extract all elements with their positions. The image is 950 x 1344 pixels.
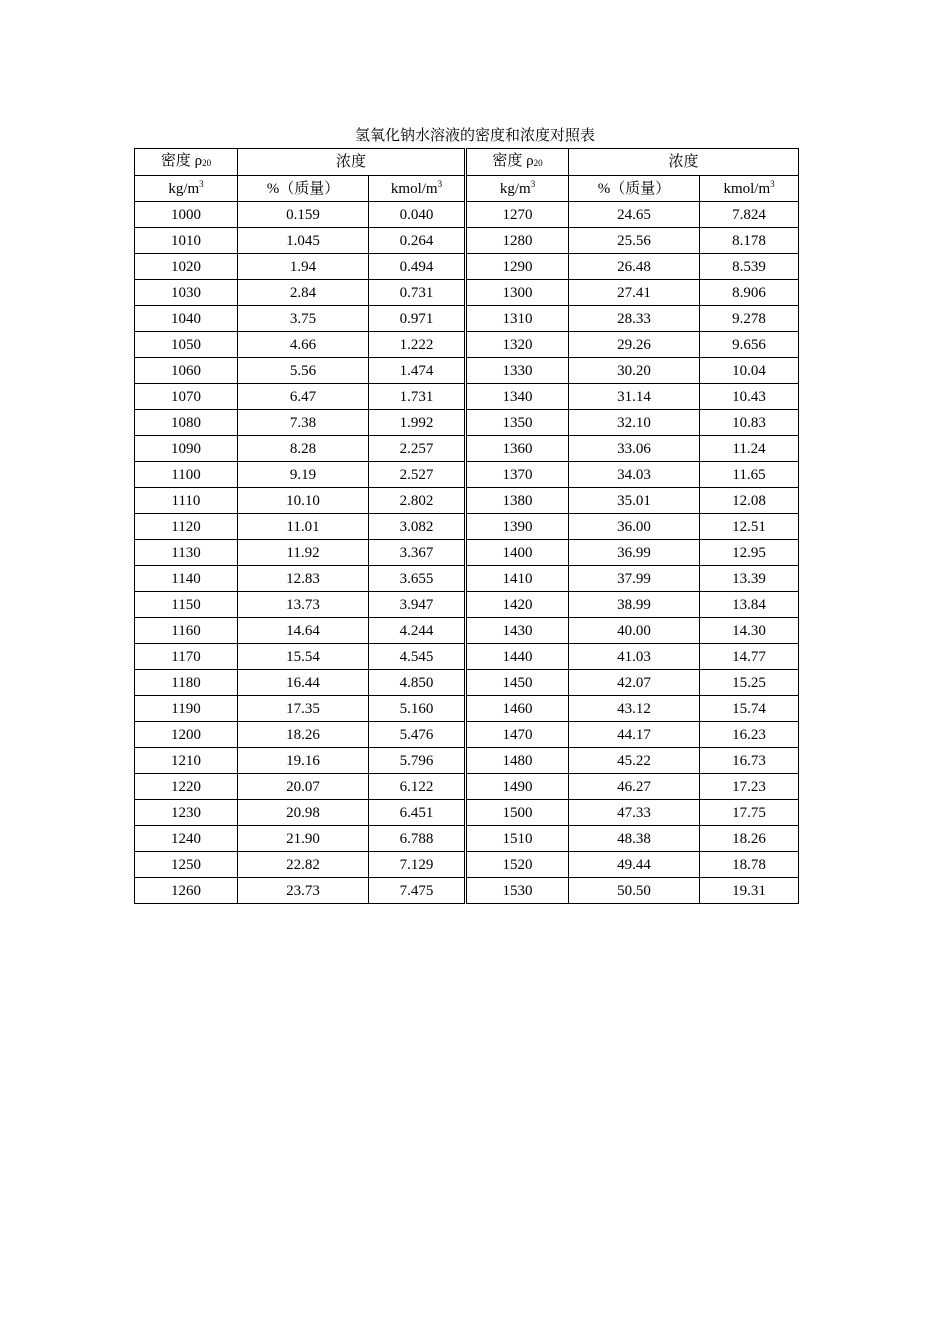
kmol-left-cell: 5.796	[369, 748, 466, 774]
percent-right-cell: 25.56	[569, 228, 700, 254]
percent-left-cell: 11.01	[238, 514, 369, 540]
density-left-cell: 1010	[135, 228, 238, 254]
density-right-cell: 1410	[466, 566, 569, 592]
kmol-right-cell: 7.824	[700, 202, 799, 228]
table-row	[135, 566, 799, 592]
kmol-left-cell: 0.494	[369, 254, 466, 280]
kmol-left-cell: 1.474	[369, 358, 466, 384]
percent-left-cell: 20.98	[238, 800, 369, 826]
table-row	[135, 280, 799, 306]
percent-left-cell: 5.56	[238, 358, 369, 384]
density-left-cell: 1190	[135, 696, 238, 722]
percent-right-cell: 50.50	[569, 878, 700, 904]
table-row	[135, 254, 799, 280]
kmol-left-cell: 2.802	[369, 488, 466, 514]
percent-left-cell: 0.159	[238, 202, 369, 228]
percent-right-cell: 46.27	[569, 774, 700, 800]
percent-left-cell: 10.10	[238, 488, 369, 514]
density-unit-right: $kg/m^3$	[466, 176, 569, 202]
density-right-cell: 1280	[466, 228, 569, 254]
table-row	[135, 670, 799, 696]
kmol-right-cell: 9.656	[700, 332, 799, 358]
table-row	[135, 878, 799, 904]
density-left-cell: 1250	[135, 852, 238, 878]
percent-left-cell: 4.66	[238, 332, 369, 358]
density-left-cell: 1100	[135, 462, 238, 488]
percent-left-cell: 7.38	[238, 410, 369, 436]
kmol-right-cell: 11.65	[700, 462, 799, 488]
density-right-cell: 1420	[466, 592, 569, 618]
table-row	[135, 592, 799, 618]
percent-left-cell: 17.35	[238, 696, 369, 722]
kmol-left-cell: 6.788	[369, 826, 466, 852]
kmol-right-cell: 11.24	[700, 436, 799, 462]
density-right-cell: 1390	[466, 514, 569, 540]
density-concentration-table	[134, 148, 799, 904]
density-right-cell: 1370	[466, 462, 569, 488]
percent-right-cell: 34.03	[569, 462, 700, 488]
kmol-header-right: kmol/$m^3$	[700, 176, 799, 202]
percent-right-cell: 47.33	[569, 800, 700, 826]
density-right-cell: 1490	[466, 774, 569, 800]
table-row	[135, 358, 799, 384]
density-right-cell: 1440	[466, 644, 569, 670]
kmol-left-cell: 6.451	[369, 800, 466, 826]
density-left-cell: 1160	[135, 618, 238, 644]
density-right-cell: 1360	[466, 436, 569, 462]
kmol-left-cell: 4.850	[369, 670, 466, 696]
table-row	[135, 306, 799, 332]
kmol-right-cell: 13.39	[700, 566, 799, 592]
density-right-cell: 1300	[466, 280, 569, 306]
percent-right-cell: 44.17	[569, 722, 700, 748]
percent-right-cell: 48.38	[569, 826, 700, 852]
table-row	[135, 722, 799, 748]
kmol-left-cell: 3.947	[369, 592, 466, 618]
kmol-left-cell: 0.264	[369, 228, 466, 254]
table-row	[135, 488, 799, 514]
density-left-cell: 1170	[135, 644, 238, 670]
percent-right-cell: 30.20	[569, 358, 700, 384]
density-right-cell: 1460	[466, 696, 569, 722]
kmol-left-cell: 1.731	[369, 384, 466, 410]
percent-left-cell: 23.73	[238, 878, 369, 904]
kmol-left-cell: 7.129	[369, 852, 466, 878]
percent-left-cell: 12.83	[238, 566, 369, 592]
density-right-cell: 1450	[466, 670, 569, 696]
kmol-right-cell: 16.23	[700, 722, 799, 748]
table-row	[135, 384, 799, 410]
percent-right-cell: 31.14	[569, 384, 700, 410]
density-left-cell: 1210	[135, 748, 238, 774]
percent-left-cell: 16.44	[238, 670, 369, 696]
density-left-cell: 1060	[135, 358, 238, 384]
percent-left-cell: 1.045	[238, 228, 369, 254]
kmol-right-cell: 12.08	[700, 488, 799, 514]
table-row	[135, 462, 799, 488]
table-row	[135, 852, 799, 878]
density-right-cell: 1340	[466, 384, 569, 410]
kmol-left-cell: 5.160	[369, 696, 466, 722]
density-right-cell: 1330	[466, 358, 569, 384]
table-row	[135, 514, 799, 540]
density-left-cell: 1050	[135, 332, 238, 358]
density-left-cell: 1110	[135, 488, 238, 514]
kmol-left-cell: 0.731	[369, 280, 466, 306]
concentration-header-left: 浓度	[238, 149, 466, 176]
table-title: 氢氧化钠水溶液的密度和浓度对照表	[354, 128, 595, 144]
kmol-left-cell: 1.222	[369, 332, 466, 358]
percent-left-cell: 19.16	[238, 748, 369, 774]
density-left-cell: 1040	[135, 306, 238, 332]
density-left-cell: 1080	[135, 410, 238, 436]
density-unit-left: $kg/m^3$	[135, 176, 238, 202]
density-left-cell: 1030	[135, 280, 238, 306]
table-row	[135, 696, 799, 722]
density-left-cell: 1000	[135, 202, 238, 228]
density-left-cell: 1130	[135, 540, 238, 566]
percent-header-right: %（质量）	[569, 176, 700, 202]
kmol-left-cell: 7.475	[369, 878, 466, 904]
density-right-cell: 1290	[466, 254, 569, 280]
density-left-cell: 1180	[135, 670, 238, 696]
kmol-right-cell: 17.23	[700, 774, 799, 800]
kmol-right-cell: 8.906	[700, 280, 799, 306]
density-right-cell: 1470	[466, 722, 569, 748]
density-left-cell: 1240	[135, 826, 238, 852]
percent-right-cell: 36.99	[569, 540, 700, 566]
kmol-right-cell: 8.539	[700, 254, 799, 280]
percent-right-cell: 27.41	[569, 280, 700, 306]
density-left-cell: 1220	[135, 774, 238, 800]
kmol-left-cell: 2.257	[369, 436, 466, 462]
density-header-left: 密度 $\rho_{20}$	[135, 149, 238, 176]
density-left-cell: 1150	[135, 592, 238, 618]
table-row	[135, 410, 799, 436]
density-right-cell: 1310	[466, 306, 569, 332]
density-left-cell: 1230	[135, 800, 238, 826]
percent-right-cell: 28.33	[569, 306, 700, 332]
percent-left-cell: 3.75	[238, 306, 369, 332]
kmol-right-cell: 16.73	[700, 748, 799, 774]
kmol-right-cell: 14.30	[700, 618, 799, 644]
percent-right-cell: 40.00	[569, 618, 700, 644]
percent-right-cell: 24.65	[569, 202, 700, 228]
table-body	[135, 202, 799, 904]
density-right-cell: 1380	[466, 488, 569, 514]
density-right-cell: 1350	[466, 410, 569, 436]
density-right-cell: 1520	[466, 852, 569, 878]
density-left-cell: 1020	[135, 254, 238, 280]
table-row	[135, 774, 799, 800]
kmol-right-cell: 10.04	[700, 358, 799, 384]
table-row	[135, 800, 799, 826]
kmol-left-cell: 6.122	[369, 774, 466, 800]
kmol-right-cell: 13.84	[700, 592, 799, 618]
table-row	[135, 826, 799, 852]
percent-header-left: %（质量）	[238, 176, 369, 202]
kmol-left-cell: 4.545	[369, 644, 466, 670]
table-row	[135, 540, 799, 566]
percent-left-cell: 15.54	[238, 644, 369, 670]
kmol-right-cell: 10.43	[700, 384, 799, 410]
density-left-cell: 1200	[135, 722, 238, 748]
kmol-left-cell: 0.040	[369, 202, 466, 228]
kmol-left-cell: 0.971	[369, 306, 466, 332]
kmol-left-cell: 4.244	[369, 618, 466, 644]
kmol-left-cell: 2.527	[369, 462, 466, 488]
percent-right-cell: 33.06	[569, 436, 700, 462]
density-right-cell: 1320	[466, 332, 569, 358]
percent-left-cell: 13.73	[238, 592, 369, 618]
kmol-left-cell: 1.992	[369, 410, 466, 436]
percent-right-cell: 42.07	[569, 670, 700, 696]
kmol-left-cell: 5.476	[369, 722, 466, 748]
percent-right-cell: 43.12	[569, 696, 700, 722]
density-left-cell: 1260	[135, 878, 238, 904]
percent-right-cell: 37.99	[569, 566, 700, 592]
percent-right-cell: 41.03	[569, 644, 700, 670]
density-right-cell: 1270	[466, 202, 569, 228]
percent-left-cell: 8.28	[238, 436, 369, 462]
percent-right-cell: 26.48	[569, 254, 700, 280]
table-row	[135, 332, 799, 358]
kmol-right-cell: 12.95	[700, 540, 799, 566]
kmol-left-cell: 3.655	[369, 566, 466, 592]
density-left-cell: 1140	[135, 566, 238, 592]
header-row-1	[135, 149, 799, 176]
percent-left-cell: 18.26	[238, 722, 369, 748]
table-row	[135, 202, 799, 228]
table-row	[135, 618, 799, 644]
table-row	[135, 228, 799, 254]
percent-left-cell: 14.64	[238, 618, 369, 644]
kmol-right-cell: 18.26	[700, 826, 799, 852]
kmol-right-cell: 14.77	[700, 644, 799, 670]
density-left-cell: 1070	[135, 384, 238, 410]
density-right-cell: 1500	[466, 800, 569, 826]
percent-right-cell: 38.99	[569, 592, 700, 618]
kmol-right-cell: 19.31	[700, 878, 799, 904]
density-right-cell: 1430	[466, 618, 569, 644]
percent-left-cell: 11.92	[238, 540, 369, 566]
kmol-right-cell: 10.83	[700, 410, 799, 436]
kmol-right-cell: 15.74	[700, 696, 799, 722]
table-row	[135, 436, 799, 462]
percent-left-cell: 20.07	[238, 774, 369, 800]
percent-right-cell: 35.01	[569, 488, 700, 514]
density-right-cell: 1510	[466, 826, 569, 852]
kmol-right-cell: 9.278	[700, 306, 799, 332]
percent-right-cell: 45.22	[569, 748, 700, 774]
density-right-cell: 1530	[466, 878, 569, 904]
density-right-cell: 1480	[466, 748, 569, 774]
density-right-cell: 1400	[466, 540, 569, 566]
kmol-left-cell: 3.082	[369, 514, 466, 540]
percent-right-cell: 32.10	[569, 410, 700, 436]
kmol-right-cell: 15.25	[700, 670, 799, 696]
density-left-cell: 1120	[135, 514, 238, 540]
kmol-right-cell: 8.178	[700, 228, 799, 254]
percent-left-cell: 1.94	[238, 254, 369, 280]
table-row	[135, 748, 799, 774]
percent-right-cell: 49.44	[569, 852, 700, 878]
percent-left-cell: 9.19	[238, 462, 369, 488]
kmol-right-cell: 17.75	[700, 800, 799, 826]
percent-left-cell: 21.90	[238, 826, 369, 852]
percent-left-cell: 22.82	[238, 852, 369, 878]
density-header-right: 密度 $\rho_{20}$	[466, 149, 569, 176]
percent-right-cell: 29.26	[569, 332, 700, 358]
header-row-2	[135, 176, 799, 202]
table-row	[135, 644, 799, 670]
kmol-header-left: kmol/$m^3$	[369, 176, 466, 202]
percent-right-cell: 36.00	[569, 514, 700, 540]
percent-left-cell: 2.84	[238, 280, 369, 306]
kmol-right-cell: 18.78	[700, 852, 799, 878]
kmol-right-cell: 12.51	[700, 514, 799, 540]
kmol-left-cell: 3.367	[369, 540, 466, 566]
density-left-cell: 1090	[135, 436, 238, 462]
concentration-header-right: 浓度	[569, 149, 799, 176]
percent-left-cell: 6.47	[238, 384, 369, 410]
